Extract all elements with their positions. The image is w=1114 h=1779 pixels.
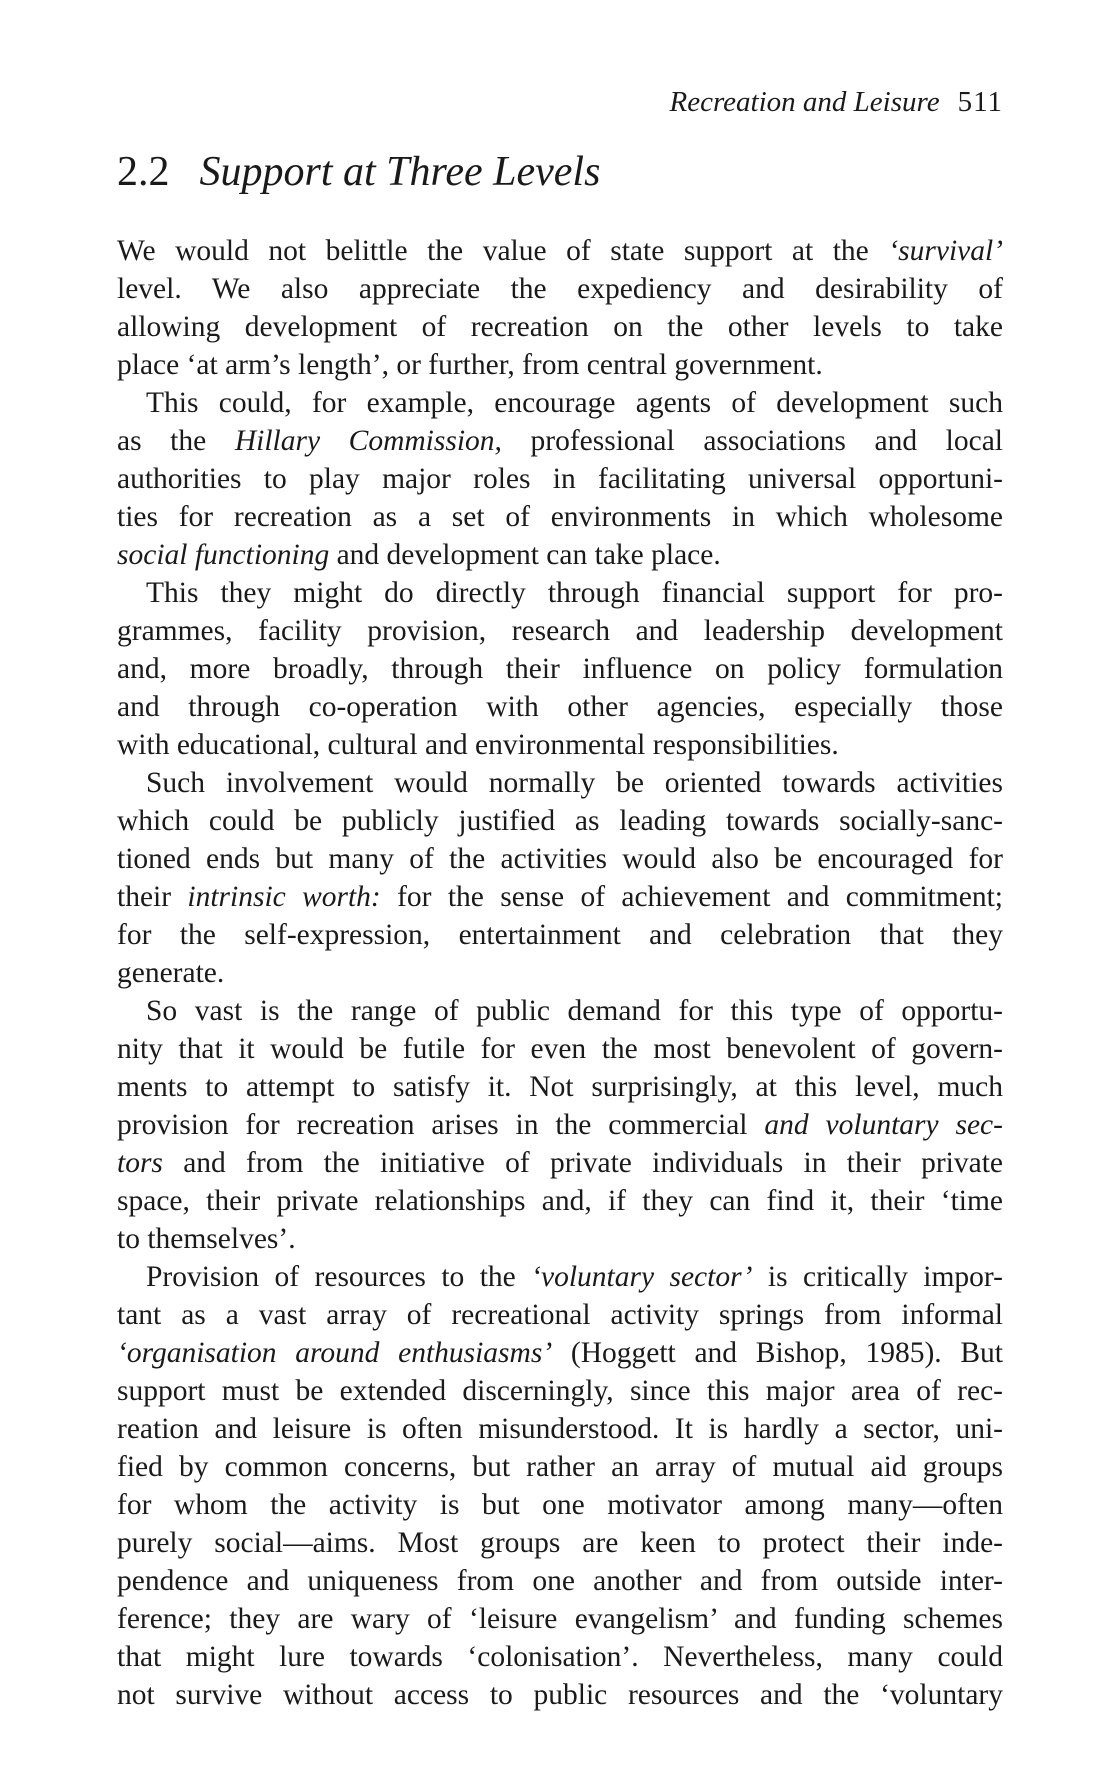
text-run: nity that it would be futile for even the most benevolent of govern- xyxy=(117,1033,1003,1065)
text-line xyxy=(117,802,1003,840)
text-run: grammes, facility provision, research and leadership development xyxy=(117,615,1003,647)
text-run: space, their private relationships and, if they can find it, their ‘time xyxy=(117,1185,1003,1217)
text-line xyxy=(117,498,1003,536)
text-run: and development can take place. xyxy=(329,539,721,571)
text-run: place ‘at arm’s length’, or further, from central government. xyxy=(117,349,823,381)
text-line xyxy=(117,232,1003,270)
text-line xyxy=(117,764,1003,802)
text-run: fied by common concerns, but rather an array of mutual aid groups xyxy=(117,1451,1003,1483)
text-line xyxy=(117,1334,1003,1372)
text-run: level. We also appreciate the expediency and desirability of xyxy=(117,273,1003,305)
text-line xyxy=(117,1030,1003,1068)
text-run: So vast is the range of public demand for this type of opportu- xyxy=(146,995,1003,1027)
text-line xyxy=(117,422,1003,460)
text-line xyxy=(117,840,1003,878)
text-run: ments to attempt to satisfy it. Not surprisingly, at this level, much xyxy=(117,1071,1003,1103)
italic-text: ‘organisation around enthusiasms’ xyxy=(117,1337,553,1369)
italic-text: ‘survival’ xyxy=(888,235,1003,267)
text-line xyxy=(117,954,1003,992)
text-run: to themselves’. xyxy=(117,1223,296,1255)
text-run: reation and leisure is often misunderstood. It is hardly a sector, uni- xyxy=(117,1413,1003,1445)
text-line xyxy=(117,1068,1003,1106)
text-run: for whom the activity is but one motivator among many—often xyxy=(117,1489,1003,1521)
text-run: as the xyxy=(117,425,235,457)
text-run: Provision of resources to the xyxy=(146,1261,532,1293)
text-line xyxy=(117,1220,1003,1258)
text-line xyxy=(117,726,1003,764)
italic-text: Hillary Commission, xyxy=(234,425,502,457)
text-run: pendence and uniqueness from one another and from outside inter- xyxy=(117,1565,1003,1597)
text-run: This could, for example, encourage agents of development such xyxy=(146,387,1003,419)
text-run: and from the initiative of private individuals in their private xyxy=(162,1147,1003,1179)
text-line xyxy=(117,1372,1003,1410)
text-line xyxy=(117,1106,1003,1144)
text-line xyxy=(117,384,1003,422)
text-run: We would not belittle the value of state support at the xyxy=(117,235,889,267)
text-run: professional associations and local xyxy=(501,425,1004,457)
text-run: tant as a vast array of recreational activity springs from informal xyxy=(117,1299,1003,1331)
section-number: 2.2 xyxy=(117,149,170,195)
text-run: and through co-operation with other agencies, especially those xyxy=(117,691,1003,723)
text-run: is critically impor- xyxy=(752,1261,1003,1293)
text-line xyxy=(117,1562,1003,1600)
running-head xyxy=(669,84,1003,120)
text-line xyxy=(117,536,1003,574)
running-head-title: Recreation and Leisure xyxy=(669,86,940,118)
text-run: generate. xyxy=(117,957,225,989)
text-line xyxy=(117,1486,1003,1524)
text-line xyxy=(117,1182,1003,1220)
text-line xyxy=(117,688,1003,726)
text-run: tioned ends but many of the activities would also be encouraged for xyxy=(117,843,1003,875)
italic-text: ‘voluntary sector’ xyxy=(531,1261,753,1293)
text-run: for the sense of achievement and commitment; xyxy=(380,881,1004,913)
italic-text: and voluntary sec- xyxy=(764,1109,1003,1141)
text-run: (Hoggett and Bishop, 1985). But xyxy=(552,1337,1003,1369)
text-run: Such involvement would normally be oriented towards activities xyxy=(146,767,1003,799)
text-run: purely social—aims. Most groups are keen to protect their inde- xyxy=(117,1527,1003,1559)
italic-text: tors xyxy=(117,1147,163,1179)
italic-text: intrinsic worth: xyxy=(187,881,381,913)
text-run: authorities to play major roles in facilitating universal opportuni- xyxy=(117,463,1003,495)
text-line xyxy=(117,1638,1003,1676)
text-line xyxy=(117,460,1003,498)
text-run: that might lure towards ‘colonisation’. Nevertheless, many could xyxy=(117,1641,1003,1673)
text-line xyxy=(117,1296,1003,1334)
text-run: not survive without access to public resources and the ‘voluntary xyxy=(117,1679,1003,1711)
text-run: and, more broadly, through their influence on policy formulation xyxy=(117,653,1003,685)
text-run: their xyxy=(117,881,188,913)
text-line xyxy=(117,1600,1003,1638)
text-line xyxy=(117,878,1003,916)
text-run: with educational, cultural and environmental responsibilities. xyxy=(117,729,839,761)
text-line xyxy=(117,916,1003,954)
section-heading xyxy=(117,146,600,198)
text-line xyxy=(117,1524,1003,1562)
italic-text: social functioning xyxy=(117,539,330,571)
text-line xyxy=(117,1676,1003,1714)
section-title: Support at Three Levels xyxy=(199,149,601,195)
text-run: ties for recreation as a set of environments in which wholesome xyxy=(117,501,1003,533)
text-line xyxy=(117,574,1003,612)
text-line xyxy=(117,346,1003,384)
text-line xyxy=(117,650,1003,688)
text-line xyxy=(117,992,1003,1030)
text-line xyxy=(117,1410,1003,1448)
text-run: which could be publicly justified as leading towards socially-sanc- xyxy=(117,805,1003,837)
text-run: ference; they are wary of ‘leisure evangelism’ and funding schemes xyxy=(117,1603,1003,1635)
text-run: provision for recreation arises in the commercial xyxy=(117,1109,765,1141)
text-line xyxy=(117,308,1003,346)
page-number: 511 xyxy=(957,86,1003,118)
text-run: allowing development of recreation on the other levels to take xyxy=(117,311,1003,343)
text-line xyxy=(117,1258,1003,1296)
text-line xyxy=(117,1144,1003,1182)
text-run: support must be extended discerningly, since this major area of rec- xyxy=(117,1375,1003,1407)
text-line xyxy=(117,270,1003,308)
text-run: This they might do directly through financial support for pro- xyxy=(146,577,1003,609)
text-line xyxy=(117,1448,1003,1486)
text-run: for the self-expression, entertainment and celebration that they xyxy=(117,919,1003,951)
text-line xyxy=(117,612,1003,650)
body-text xyxy=(117,232,1003,1714)
